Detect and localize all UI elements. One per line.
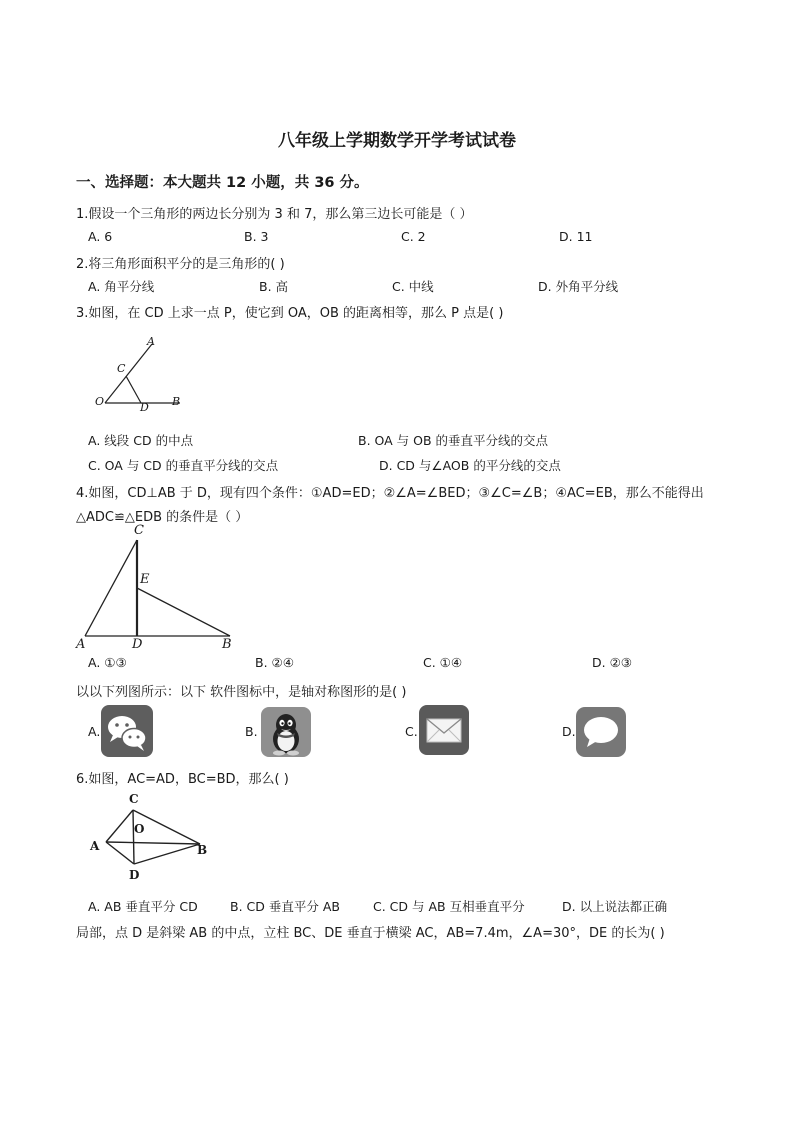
figure-3-label-d: D [140, 401, 149, 414]
question-4-option-d: D. ②③ [592, 655, 632, 670]
segment-ad [106, 842, 134, 864]
segment-ac [85, 540, 137, 636]
segment-db [134, 844, 200, 864]
figure-6-label-b: B [197, 843, 208, 857]
figure-4-label-e: E [140, 572, 150, 587]
figure-4-label-c: C [134, 523, 144, 538]
question-5-option-b: B. [245, 724, 258, 739]
page-title: 八年级上学期数学开学考试试卷 [278, 131, 516, 151]
segment-ac [106, 810, 133, 842]
wechat-icon [101, 705, 153, 757]
question-6-option-a: A. AB 垂直平分 CD [88, 899, 198, 914]
question-1-option-b: B. 3 [244, 229, 269, 244]
figure-6-label-c: C [129, 792, 139, 806]
question-5-stem: 以以下列图所示：以下 软件图标中，是轴对称图形的是( ) [76, 685, 407, 700]
section-heading: 一、选择题：本大题共 12 小题，共 36 分。 [76, 175, 369, 191]
figure-3-label-o: O [95, 395, 105, 408]
segment-ab [106, 842, 200, 844]
question-3-option-a: A. 线段 CD 的中点 [88, 433, 194, 448]
question-5-option-a: A. [88, 724, 101, 739]
question-3-option-b: B. OA 与 OB 的垂直平分线的交点 [358, 433, 549, 448]
question-6-figure [100, 800, 210, 870]
message-bubble-icon [576, 707, 626, 757]
question-6-option-c: C. CD 与 AB 互相垂直平分 [373, 899, 525, 914]
question-6-option-d: D. 以上说法都正确 [562, 899, 668, 914]
question-4-stem-line-2: △ADC≌△EDB 的条件是（ ） [76, 510, 249, 525]
figure-3-label-b: B [172, 395, 181, 408]
ray-oa [105, 344, 152, 403]
figure-4-label-d: D [132, 637, 143, 652]
question-4-figure [80, 536, 240, 646]
figure-4-label-b: B [222, 637, 232, 652]
question-6-stem: 6.如图，AC=AD，BC=BD，那么( ) [76, 772, 289, 787]
figure-3-label-a: A [147, 335, 155, 348]
figure-4-label-a: A [76, 637, 86, 652]
question-5-option-c: C. [405, 724, 418, 739]
question-2-option-b: B. 高 [259, 279, 289, 294]
segment-cd [133, 810, 134, 864]
question-5-option-d: D. [562, 724, 576, 739]
question-2-option-c: C. 中线 [392, 279, 434, 294]
question-2-option-a: A. 角平分线 [88, 279, 155, 294]
question-6-option-b: B. CD 垂直平分 AB [230, 899, 340, 914]
question-3-stem: 3.如图，在 CD 上求一点 P，使它到 OA，OB 的距离相等，那么 P 点是( ) [76, 306, 504, 321]
question-1-stem: 1.假设一个三角形的两边长分别为 3 和 7，那么第三边长可能是（ ） [76, 207, 473, 222]
segment-eb [137, 588, 230, 636]
question-3-option-d: D. CD 与∠AOB 的平分线的交点 [379, 458, 561, 473]
question-1-option-d: D. 11 [559, 229, 593, 244]
question-2-stem: 2.将三角形面积平分的是三角形的( ) [76, 257, 285, 272]
question-3-option-c: C. OA 与 CD 的垂直平分线的交点 [88, 458, 279, 473]
question-4-stem-line-1: 4.如图，CD⊥AB 于 D，现有四个条件：①AD=ED；②∠A=∠BED；③∠C=∠B；④AC=EB，那么不能得出 [76, 486, 704, 501]
figure-6-label-a: A [90, 839, 100, 853]
question-4-option-b: B. ②④ [255, 655, 294, 670]
mail-icon [419, 705, 469, 755]
question-1-option-a: A. 6 [88, 229, 113, 244]
question-1-option-c: C. 2 [401, 229, 426, 244]
figure-3-label-c: C [117, 362, 126, 375]
question-7-stem: 局部，点 D 是斜梁 AB 的中点，立柱 BC、DE 垂直于横梁 AC，AB=7.4m，∠A=30°，DE 的长为( ) [76, 926, 665, 941]
qq-penguin-icon [261, 707, 311, 757]
question-2-option-d: D. 外角平分线 [538, 279, 619, 294]
figure-6-label-d: D [129, 868, 140, 882]
segment-cd [126, 376, 141, 403]
question-4-option-a: A. ①③ [88, 655, 127, 670]
question-4-option-c: C. ①④ [423, 655, 463, 670]
figure-6-label-o: O [134, 822, 145, 836]
